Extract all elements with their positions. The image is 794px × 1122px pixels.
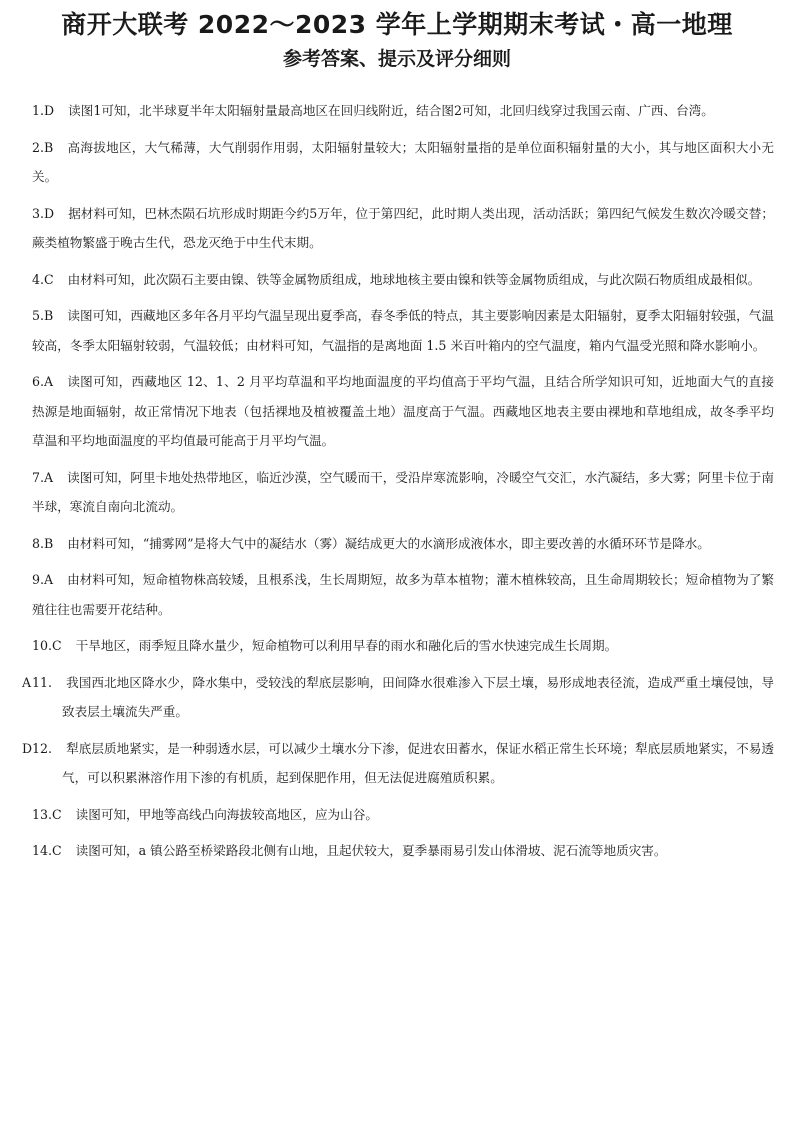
answer-item-5 [32,301,774,360]
question-number: 8. [32,535,45,551]
answer-item-11: 11.A 我国西北地区降水少，降水集中，受较浅的犁底层影响，田间降水很难渗入下层土壤，易形成地表径流，造成严重土壤侵蚀，导致表层土壤流失严重。 [22,674,774,719]
answer-choice: A [44,374,54,389]
question-number: 3. [32,205,45,221]
answer-explanation: 读图可知，西藏地区多年各月平均气温呈现出夏季高，春冬季低的特点，其主要影响因素是太阳辐射，夏季太阳辐射较强，气温较高，冬季太阳辐射较弱，气温较低；由材料可知，气温指的是离地面 1.5 米百叶箱内的空气温度，箱内气温受光照和降水影响小。 [32,308,774,353]
answer-item-3 [32,199,774,258]
answer-item-9 [32,565,774,624]
answer-choice: D [44,205,55,221]
answer-choice: C [52,843,62,858]
answer-item-14 [32,836,774,866]
answer-item-10 [32,631,774,661]
question-number: 9. [32,572,45,587]
answer-explanation: 由材料可知，此次陨石主要由镍、铁等金属物质组成，地球地核主要由镍和铁等金属物质组成，与此次陨石物质组成最相似。 [67,271,761,287]
question-number: 11. [32,674,53,690]
answer-explanation: 读图可知，a 镇公路至桥梁路段北侧有山地，且起伏较大，夏季暴雨易引发山体滑坡、泥石流等地质灾害。 [75,843,667,858]
answer-item-6 [32,367,774,456]
answer-choice: C [52,638,62,653]
answer-item-12: 12.D 犁底层质地紧实，是一种弱透水层，可以减少土壤水分下渗，促进农田蓄水，保证水稻正常生长环境；犁底层质地紧实，不易透气，可以积累淋溶作用下渗的有机质，起到保肥作用，但无法促进腐殖质积累。 [22,740,774,785]
answer-explanation: 读图可知，阿里卡地处热带地区，临近沙漠，空气暖而干，受沿岸寒流影响，冷暖空气交汇，水汽凝结，多大雾；阿里卡位于南半球，寒流自南向北流动。 [32,469,774,514]
answer-choice: C [44,271,54,287]
question-number: 4. [32,271,45,287]
answer-item-2 [32,133,774,192]
answer-explanation: 据材料可知，巴林杰陨石坑形成时期距今约5万年，位于第四纪，此时期人类出现，活动活跃；第四纪气候发生数次冷暖交替；蕨类植物繁盛于晚古生代，恐龙灭绝于中生代末期。 [32,205,774,250]
answer-list [22,96,774,873]
answer-item-7 [32,463,774,522]
answer-explanation: 由材料可知，短命植物株高较矮，且根系浅，生长周期短，故多为草本植物；灌木植株较高，且生命周期较长；短命植物为了繁殖往往也需要开花结种。 [32,572,774,617]
question-number: 1. [32,103,45,118]
answer-item-13 [32,800,774,830]
answer-choice: C [52,806,62,822]
page-subtitle: 参考答案、提示及评分细则 [282,48,511,70]
answer-choice: B [44,308,54,323]
question-number: 7. [32,469,45,485]
answer-item-1 [32,96,774,126]
answer-choice: B [44,139,54,155]
answer-choice: D [44,103,55,118]
answer-explanation: 我国西北地区降水少，降水集中，受较浅的犁底层影响，田间降水很难渗入下层土壤，易形成地表径流，造成严重土壤侵蚀，导致表层土壤流失严重。 [62,674,774,719]
question-number: 6. [32,374,45,389]
answer-explanation: 犁底层质地紧实，是一种弱透水层，可以减少土壤水分下渗，促进农田蓄水，保证水稻正常生长环境；犁底层质地紧实，不易透气，可以积累淋溶作用下渗的有机质，起到保肥作用，但无法促进腐殖质积累。 [62,740,774,785]
answer-explanation: 读图可知，甲地等高线凸向海拔较高地区，应为山谷。 [75,806,378,822]
answer-explanation: 读图1可知，北半球夏半年太阳辐射量最高地区在回归线附近，结合图2可知，北回归线穿过我国云南、广西、台湾。 [68,103,714,118]
page-title: 商开大联考 2022～2023 学年上学期期末考试・高一地理 [61,10,733,39]
question-number: 13. [32,806,53,822]
question-number: 5. [32,308,45,323]
answer-explanation: 干旱地区，雨季短且降水量少，短命植物可以利用早春的雨水和融化后的雪水快速完成生长周期。 [75,638,618,653]
question-number: 14. [32,843,53,858]
question-number: 10. [32,638,53,653]
answer-item-4 [32,265,774,295]
answer-item-8 [32,529,774,559]
answer-choice: B [44,535,54,551]
answer-explanation: 高海拔地区，大气稀薄，大气削弱作用弱，太阳辐射量较大；太阳辐射量指的是单位面积辐射量的大小，其与地区面积大小无关。 [32,139,774,184]
answer-choice: A [44,469,54,485]
question-number: 12. [32,740,53,756]
question-number: 2. [32,139,45,155]
answer-choice: A [44,572,54,587]
answer-explanation: 读图可知，西藏地区 12、1、2 月平均草温和平均地面温度的平均值高于平均气温，且结合所学知识可知，近地面大气的直接热源是地面辐射，故正常情况下地表（包括裸地及植被覆盖土地）温度高于气温。西藏地区地表主要由裸地和草地组成，故冬季平均草温和平均地面温度的平均值最可能高于月平均气温。 [32,374,774,448]
answer-explanation: 由材料可知，“捕雾网”是将大气中的凝结水（雾）凝结成更大的水滴形成液体水，即主要改善的水循环环节是降水。 [67,535,710,551]
